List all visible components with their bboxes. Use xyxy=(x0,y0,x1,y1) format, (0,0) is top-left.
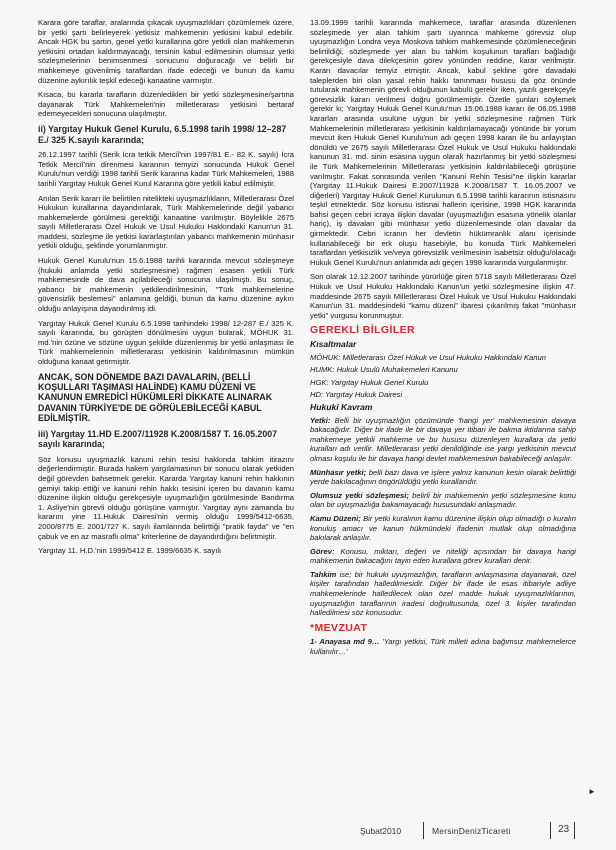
term-label: Münhasır yetki; xyxy=(310,467,367,477)
legislation-item xyxy=(310,637,576,656)
legal-term xyxy=(310,416,576,464)
continue-arrow-icon: ► xyxy=(588,787,596,796)
paragraph: 26.12.1997 tarihli (Serik İcra tetkik Merciî'nin 1997/81 E.- 82 K. sayılı) İcra Tetkik Merciî'nin direnmesi kararının temyizi sonucunda Hukuk Genel Kurulu'nun verdiği 1998 tarihli Serik kararına kadar Türk Mahkemeleri, 1988 tarihli Yargıtay Hukuk Genel Kurul Kararına göre yetkili kabul edilmiştir. xyxy=(38,150,294,188)
issue-month: Şubat2010 xyxy=(360,826,402,836)
term-definition: Konusu, miktarı, değeri ve niteliği açısından bir davaya hangi mahkemenin bakacağını tayin eden kurallara görev kuralları denir. xyxy=(310,546,576,566)
term-definition: ise; bir hukuki uyuşmazlığın, tarafların anlaşmasına dayanarak, özel kişiler tarafından halledilmesidir. Diğer bir ifade ile esas itibariyle adliye mahkemelerinde halledilecek olan özel madde hukuk uyuşmazlıklarının, uyuşmazlığın taraflarının iradesi doğrultusunda, özel 3. kişiler tarafından halledilmesi söz konusudur. xyxy=(310,569,576,618)
abbreviations-heading: Kısaltmalar xyxy=(310,339,357,349)
legislation-title: *MEVZUAT xyxy=(310,621,368,634)
paragraph: Hukuk Genel Kurulu'nun 15.6.1988 tarihli kararında mevcut sözleşmeye (hukuki anlamda yetki sözleşmesine) rağmen esasen yetkili Türk mahkemesinde de dava açılabileceği sonucuna ulaşılmıştı. Bu sonuç, yabancı bir mahkemenin yetkilendirilmesinin, "Türk mahkemelerine güvensizlik beslemesi" anlamına geldiği, bunun da kamu düzenine aykırı olduğu anlayışına dayandırılmış idi. xyxy=(38,256,294,314)
paragraph: 13.09.1999 tarihli kararında mahkemece, taraflar arasında düzenlenen sözleşmede yer alan tahkim şartı uyarınca mahkeme görevsiz olup uyuşmazlığın Londra veya Moskova tahkim mahkemesinde çözümleneceğinin belirtildiği, sözleşmede yer alan bu tahkim koşulunun tarafları bağladığı gerekçesiyle dava dilekçesinin görev yönünden reddine, karar verilmiştir. Kararı davacılar temyiz etmiştir. Ancak, kabul şekline göre davadaki taleplerden biri olan yasal rehin hakkı tanınması hususu da göz önünde tutularak mahkemenin görevli olduğunun kabulü gerekir iken, yazılı gerekçeyle görevsizlik kararı verilmesi doğru görülmemiştir. Özetle şunları söylemek gerekir ki; Yargıtay Hukuk Genel Kurulu'nun 15.06.1988 kararı ile 06.05.1998 kararları arasında usulüne uygun bir yetki sözleşmesine rağmen Türk Mahkemelerinin milletlerarası yetkisinin kaldırılamayacağı yönünde bir yorum mevcut iken Hukuk Genel Kurulu'nun adı geçen 1998 kararı ile bu anlayıştan dönüldü ve 2675 sayılı Milletlerarası Özel Hukuk ve Usul Hukuku hakkındaki kanunun 31. md. sinin esasına uygun olarak hazırlanmış bir yetki sözleşmesi ile Türk Mahkemelerinin Milletlerarası yetkisinin kaldırılabileceği görüşüne varılmıştır. Fakat sonrasında verilen "Kanuni Rehin Tesisi"ne ilişkin kararlar (Yargıtay 11.Hukuk Dairesi E.2007/11928 K.2008/1587 T. 16.05.2007 ve diğerleri) Yargıtay Hukuk Genel Kurulunun 6.5.1998 tarihli kararının istisnasını teşkil etmektedir. Söz konusu istisnai hallerin içerisine, 1998 HGK kararında bahsi geçen cebri icraya ilişkin davalar (uyuşmazlığın esasına yönelik olanlar hariç), iş davaları gibi münhasır yetki düzenlemesinde olan davalar da girmektedir. Cebri icranın her devletin hükümranlık alanı içerisinde kullanabileceği bir erk oluşu hasebiyle, bu konuda Türk Mahkemeleri taraflardan yetkisizlik ve/veya görevsizlik verilmesinin isabetsiz olduğu/olacağı Hukuk Genel Kurulu'nun anlatımda adı geçen 1998 kararında vurgulanmıştır. xyxy=(310,18,576,267)
magazine-name: MersinDenizTicareti xyxy=(432,826,511,836)
legal-term xyxy=(310,570,576,618)
term-definition: belli bazı dava ve işlere yalnız kanunun kesin olarak belirttiği yerde bakılacağının öngörüldüğü yetki kurallarıdır. xyxy=(310,467,576,487)
footer-divider xyxy=(574,822,575,839)
legal-term xyxy=(310,514,576,543)
legislation-quote: 'Yargı yetkisi, Türk milleti adına bağımsız mahkemelerce kullanılır…' xyxy=(310,637,576,657)
decision-heading: iii) Yargıtay 11.HD E.2007/11928 K.2008/1587 T. 16.05.2007 sayılı kararında; xyxy=(38,428,277,450)
abbreviation-item: MÖHUK: Milletlerarası Özel Hukuk ve Usul Hukuku Hakkındaki Kanun xyxy=(310,352,546,362)
term-label: Yetki: xyxy=(310,415,331,425)
term-definition: Belli bir uyuşmazlığın çözümünde 'hangi yer' mahkemesinin davaya bakacağıdır. Diğer bir ifade ile bir davaya yer itibari ile bakma iktidarına sahip mahkemeye yetkili mahkeme ve bu hususu düzenleyen kurallara da yetki kuralları adı verilir. Milletlerarası yetki denildiğinde ise yargı yetkisinin mevcut olması koşulu ile bir davaya hangi devlet mahkemesinin bakabileceği anlaşılır. xyxy=(310,415,576,463)
legal-term xyxy=(310,491,576,510)
abbreviation-item: HGK: Yargıtay Hukuk Genel Kurulu xyxy=(310,377,429,387)
right-column xyxy=(310,18,576,661)
term-definition: belirli bir mahkemenin yetki sözleşmesine konu olan bir uyuşmazlığa bakamayacağı hususundaki anlaşmadır. xyxy=(310,490,576,510)
legislation-ref: 1- Anayasa md 9… xyxy=(310,637,380,647)
term-label: Olumsuz yetki sözleşmesi; xyxy=(310,490,409,500)
paragraph: Yargıtay 11. H.D.'nin 1999/5412 E. 1999/6635 K. sayılı xyxy=(38,546,222,556)
term-label: Görev: xyxy=(310,546,335,556)
emphasis-caps-paragraph: ANCAK, SON DÖNEMDE BAZI DAVALARIN, (BELLİ KOŞULLARI TAŞIMASI HALİNDE) KAMU DÜZENİ VE KANUNUN EMREDİCİ HÜKÜMLERİ DİKKATE ALINARAK DAVANIN TÜRKİYE'DE DE GÖRÜLEBİLECEĞİ KABUL EDİLMİŞTİR. xyxy=(38,371,273,424)
section-title: GEREKLİ BİLGİLER xyxy=(310,324,415,337)
left-column xyxy=(38,18,294,561)
footer-divider xyxy=(550,822,551,839)
footer-divider xyxy=(423,822,424,839)
abbreviation-item: HD: Yargıtay Hukuk Dairesi xyxy=(310,390,403,400)
abbreviation-item: HUMK: Hukuk Usulü Muhakemeleri Kanunu xyxy=(310,365,458,375)
decision-heading: ii) Yargıtay Hukuk Genel Kurulu, 6.5.1998 tarih 1998/ 12–287 E./ 325 K.sayılı kararında; xyxy=(38,123,287,145)
paragraph: Karara göre taraflar, aralarında çıkacak uyuşmazlıkları çözümlemek üzere, bir yetki şartı belirleyerek yetkisiz mahkemenin yetkisini kabul edebilir. Ancak HGK bu şartın, genel yetki kurallarına göre yetkili olan mahkemenin yetkisini ortadan kaldırmayacağı, tersinin kabul edilmesinin olumsuz yetki sözleşmelerinin benimsenmesi sonucunu doğuracağı ve belirli bir mahkemeye güvenilmiş taraflardan ifade edeceği ve bunun da kamu düzenine aykırılık teşkil edeceği kanaatine varmıştır. xyxy=(38,18,294,85)
legal-terms-heading: Hukuki Kavram xyxy=(310,401,373,412)
term-label: Kamu Düzeni; xyxy=(310,513,361,523)
paragraph: Söz konusu uyuşmazlık kanuni rehin tesisi hakkında tahkim itirazını değerlendirmiştir. Burada hakem yargılamasının bir sonucu olarak yetkiden değil görevden bahsetmek gerekir. Kararda Yargıtay kanuni rehin hakkının gemiyi takip ettiği ve kanuni rehin hakkı tesisini içeren bu davanın kamu düzenine ilişkin olduğu gerekçesiyle uyuşmazlığın görülmesinde Bandırma 1. Asliye'nin görevli olduğu görüşüne varmıştır. Yargıtay aynı zamanda bu kararını yine 11.Hukuk Dairesi'nin vermiş olduğu 1999/5412-6635, 2000/8775 E. 2001/727 K. sayılı ilamlarında belirttiği "pratik fayda" ve "en çabuk ve en az masraflı olma" kriterlerine de dayandırdığını belirtmiştir. xyxy=(38,454,294,541)
paragraph: Son olarak 12.12.2007 tarihinde yürürlüğe giren 5718 sayılı Milletlerarası Özel Hukuk ve Usul Hukuku Hakkındaki Kanun'un yetki sözleşmesine ilişkin 47. maddesinde 2675 sayılı Milletlerarası Özel Hukuk ve Usul Hukuku Hakkındaki Kanun'un 31. maddesindeki "kamu düzeni" ibaresi çıkarılmış fakat "münhasır yetki" vurgusu korunmuştur. xyxy=(310,272,576,320)
legal-term xyxy=(310,547,576,566)
paragraph: Yargıtay Hukuk Genel Kurulu 6.5.1998 tarihindeki 1998/ 12-287 E./ 325 K. sayılı kararında, bu görüşten dönülmesini uygun bularak, MÖHUK 31. md.'nin özüne ve sözüne uygun şekilde düzenlenmiş bir yetki anlaşması ile Türk mahkemelerinin milletlerarası yetkisinin kaldırılmasının mümkün olduğuna kanaat getirmiştir. xyxy=(38,318,294,366)
term-label: Tahkim xyxy=(310,569,337,579)
page-footer xyxy=(360,822,580,840)
paragraph: Anılan Serik kararı ile belirtilen nitelikteki uyuşmazlıkların, Milletlerarası Özel Hukukun kurallarına dayandırılarak, Türk Mahkemelerinde değil yabancı mahkemelerde görülmesi gerektiği kanaatine varılmıştır. Böylelikle 2675 sayılı Milletlerarası Özel Hukuk ve Usul Hukuku Hakkındaki Kanun'un 31. maddesi, sözleşme ile yetkisi kararlaştırılan yabancı mahkemenin münhasır yetkili olduğu, şeklinde yorumlanmıştır. xyxy=(38,193,294,251)
legal-term xyxy=(310,468,576,487)
paragraph: Kısaca, bu kararla tarafların düzenledikleri bir yetki sözleşmesine/şartına dayanarak Türk Mahkemeleri'nin milletlerarası yetkisini bertaraf edemeyecekleri sonucuna ulaşılmıştır. xyxy=(38,90,294,119)
term-definition: Bir yetki kuralının kamu düzenine ilişkin olup olmadığı o kuralın konuluş amacı ve kanun hükmündeki ifadenin mutlak olup olmadığına bakılarak anlaşılır. xyxy=(310,513,576,543)
page-number: 23 xyxy=(558,824,570,835)
